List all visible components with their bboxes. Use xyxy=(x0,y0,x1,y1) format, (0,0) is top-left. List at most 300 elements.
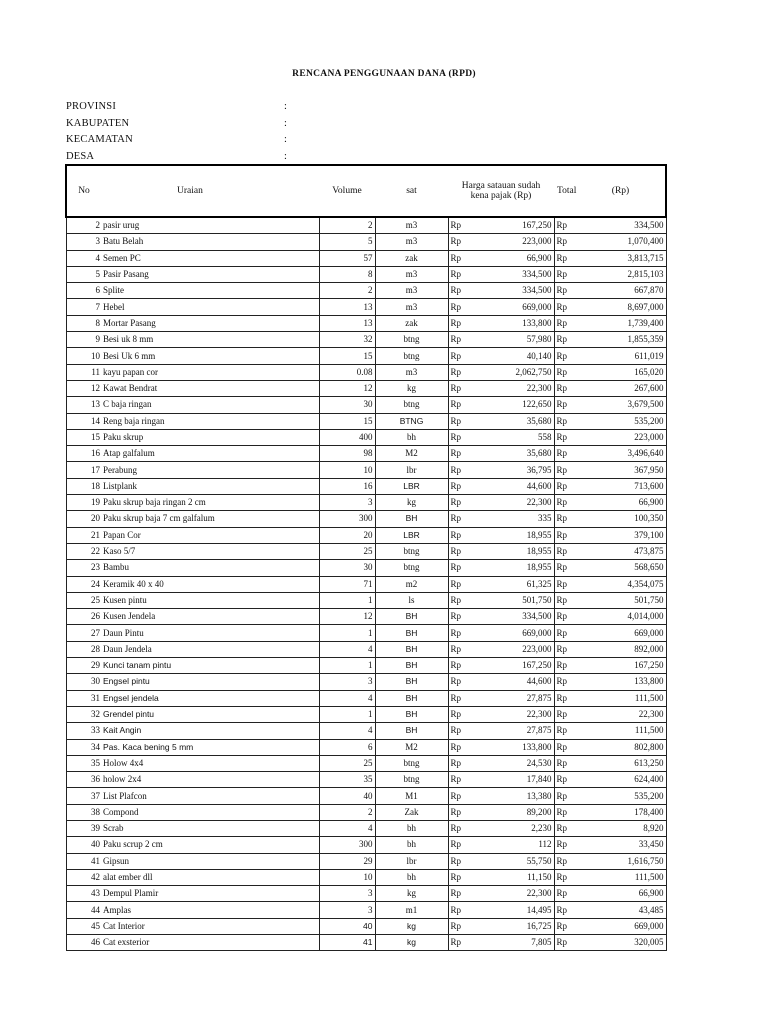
item-unit: Zak xyxy=(375,804,448,820)
total-amount: 624,400 xyxy=(576,772,666,788)
meta-label-provinsi: PROVINSI xyxy=(66,101,117,112)
currency-label: Rp xyxy=(448,723,461,739)
currency-label: Rp xyxy=(448,886,461,902)
currency-label: Rp xyxy=(448,755,461,771)
item-unit: m2 xyxy=(375,576,448,592)
table-row xyxy=(66,853,666,869)
total-amount: 1,739,400 xyxy=(576,315,666,331)
currency-label: Rp xyxy=(448,348,461,364)
table-row xyxy=(66,380,666,396)
item-volume: 6 xyxy=(319,739,375,755)
item-description: Kait Angin xyxy=(101,723,319,739)
currency-label: Rp xyxy=(554,495,576,511)
item-volume: 57 xyxy=(319,250,375,266)
unit-price: 22,300 xyxy=(461,886,554,902)
item-description: Mortar Pasang xyxy=(101,315,319,331)
currency-label: Rp xyxy=(448,690,461,706)
currency-label: Rp xyxy=(554,658,576,674)
item-volume: 32 xyxy=(319,332,375,348)
row-number: 35 xyxy=(66,755,101,771)
currency-label: Rp xyxy=(448,560,461,576)
currency-label: Rp xyxy=(554,853,576,869)
unit-price: 501,750 xyxy=(461,592,554,608)
currency-label: Rp xyxy=(554,837,576,853)
item-description: Splite xyxy=(101,283,319,299)
item-unit: lbr xyxy=(375,462,448,478)
item-unit: lbr xyxy=(375,853,448,869)
item-volume: 12 xyxy=(319,609,375,625)
item-volume: 300 xyxy=(319,837,375,853)
total-amount: 2,815,103 xyxy=(576,266,666,282)
table-row xyxy=(66,299,666,315)
item-volume: 3 xyxy=(319,495,375,511)
currency-label: Rp xyxy=(448,380,461,396)
item-volume: 3 xyxy=(319,886,375,902)
header-uraian: Uraian xyxy=(101,165,319,217)
table-row xyxy=(66,283,666,299)
currency-label: Rp xyxy=(448,576,461,592)
table-row xyxy=(66,674,666,690)
unit-price: 18,955 xyxy=(461,527,554,543)
row-number: 19 xyxy=(66,495,101,511)
currency-label: Rp xyxy=(554,511,576,527)
total-amount: 669,000 xyxy=(576,625,666,641)
table-row xyxy=(66,266,666,282)
total-amount: 535,200 xyxy=(576,788,666,804)
item-volume: 35 xyxy=(319,772,375,788)
row-number: 23 xyxy=(66,560,101,576)
table-header xyxy=(66,165,666,217)
currency-label: Rp xyxy=(554,315,576,331)
item-unit: BH xyxy=(375,723,448,739)
row-number: 31 xyxy=(66,690,101,706)
item-description: Reng baja ringan xyxy=(101,413,319,429)
currency-label: Rp xyxy=(448,511,461,527)
table-row xyxy=(66,234,666,250)
item-volume: 4 xyxy=(319,690,375,706)
currency-label: Rp xyxy=(448,250,461,266)
currency-label: Rp xyxy=(554,723,576,739)
item-unit: BH xyxy=(375,511,448,527)
currency-label: Rp xyxy=(448,495,461,511)
row-number: 20 xyxy=(66,511,101,527)
table-row xyxy=(66,804,666,820)
item-volume: 2 xyxy=(319,804,375,820)
row-number: 39 xyxy=(66,820,101,836)
table-row xyxy=(66,723,666,739)
item-volume: 41 xyxy=(319,935,375,951)
currency-label: Rp xyxy=(554,935,576,951)
total-amount: 22,300 xyxy=(576,706,666,722)
item-unit: M2 xyxy=(375,739,448,755)
currency-label: Rp xyxy=(554,804,576,820)
item-unit: ls xyxy=(375,592,448,608)
currency-label: Rp xyxy=(448,315,461,331)
table-row xyxy=(66,788,666,804)
currency-label: Rp xyxy=(448,364,461,380)
currency-label: Rp xyxy=(554,364,576,380)
currency-label: Rp xyxy=(554,886,576,902)
item-unit: m3 xyxy=(375,299,448,315)
row-number: 37 xyxy=(66,788,101,804)
item-unit: kg xyxy=(375,380,448,396)
row-number: 28 xyxy=(66,641,101,657)
unit-price: 167,250 xyxy=(461,217,554,234)
total-amount: 535,200 xyxy=(576,413,666,429)
currency-label: Rp xyxy=(554,462,576,478)
header-harga-line2: kena pajak (Rp) xyxy=(470,191,532,201)
item-description: Cat exsterior xyxy=(101,935,319,951)
total-amount: 1,855,359 xyxy=(576,332,666,348)
currency-label: Rp xyxy=(448,299,461,315)
item-unit: m3 xyxy=(375,364,448,380)
item-unit: BTNG xyxy=(375,413,448,429)
currency-label: Rp xyxy=(554,625,576,641)
unit-price: 334,500 xyxy=(461,609,554,625)
item-unit: kg xyxy=(375,918,448,934)
currency-label: Rp xyxy=(554,348,576,364)
meta-colon: : xyxy=(284,134,287,145)
total-amount: 669,000 xyxy=(576,918,666,934)
table-row xyxy=(66,772,666,788)
total-amount: 3,679,500 xyxy=(576,397,666,413)
item-description: Listplank xyxy=(101,478,319,494)
item-unit: BH xyxy=(375,658,448,674)
currency-label: Rp xyxy=(448,641,461,657)
row-number: 10 xyxy=(66,348,101,364)
currency-label: Rp xyxy=(554,788,576,804)
item-description: Amplas xyxy=(101,902,319,918)
table-row xyxy=(66,348,666,364)
currency-label: Rp xyxy=(448,820,461,836)
currency-label: Rp xyxy=(554,380,576,396)
item-unit: m3 xyxy=(375,266,448,282)
total-amount: 802,800 xyxy=(576,739,666,755)
item-unit: btng xyxy=(375,397,448,413)
currency-label: Rp xyxy=(554,641,576,657)
unit-price: 14,495 xyxy=(461,902,554,918)
item-description: Paku skrup xyxy=(101,429,319,445)
item-description: Dempul Plamir xyxy=(101,886,319,902)
meta-colon: : xyxy=(284,151,287,162)
unit-price: 16,725 xyxy=(461,918,554,934)
item-description: C baja ringan xyxy=(101,397,319,413)
currency-label: Rp xyxy=(554,706,576,722)
total-amount: 223,000 xyxy=(576,429,666,445)
item-description: Cat Interior xyxy=(101,918,319,934)
currency-label: Rp xyxy=(448,413,461,429)
item-description: Perabung xyxy=(101,462,319,478)
currency-label: Rp xyxy=(448,543,461,559)
item-description: Atap galfalum xyxy=(101,446,319,462)
row-number: 24 xyxy=(66,576,101,592)
table-row xyxy=(66,592,666,608)
total-amount: 613,250 xyxy=(576,755,666,771)
total-amount: 66,900 xyxy=(576,886,666,902)
currency-label: Rp xyxy=(448,935,461,951)
row-number: 18 xyxy=(66,478,101,494)
unit-price: 334,500 xyxy=(461,283,554,299)
item-volume: 25 xyxy=(319,755,375,771)
item-volume: 20 xyxy=(319,527,375,543)
unit-price: 7,805 xyxy=(461,935,554,951)
table-row xyxy=(66,413,666,429)
total-amount: 611,019 xyxy=(576,348,666,364)
currency-label: Rp xyxy=(448,283,461,299)
row-number: 6 xyxy=(66,283,101,299)
item-unit: btng xyxy=(375,560,448,576)
item-description: Kusen Jendela xyxy=(101,609,319,625)
item-unit: bh xyxy=(375,837,448,853)
unit-price: 61,325 xyxy=(461,576,554,592)
unit-price: 2,062,750 xyxy=(461,364,554,380)
row-number: 4 xyxy=(66,250,101,266)
currency-label: Rp xyxy=(554,446,576,462)
currency-label: Rp xyxy=(554,772,576,788)
unit-price: 35,680 xyxy=(461,446,554,462)
item-unit: m3 xyxy=(375,234,448,250)
header-harga xyxy=(448,165,554,217)
currency-label: Rp xyxy=(448,446,461,462)
unit-price: 22,300 xyxy=(461,495,554,511)
unit-price: 24,530 xyxy=(461,755,554,771)
item-unit: btng xyxy=(375,332,448,348)
item-unit: kg xyxy=(375,886,448,902)
item-volume: 40 xyxy=(319,918,375,934)
item-volume: 1 xyxy=(319,625,375,641)
currency-label: Rp xyxy=(554,217,576,234)
table-row xyxy=(66,935,666,951)
item-description: Batu Belah xyxy=(101,234,319,250)
row-number: 32 xyxy=(66,706,101,722)
item-volume: 10 xyxy=(319,869,375,885)
header-no: No xyxy=(66,165,101,217)
item-volume: 2 xyxy=(319,217,375,234)
table-row xyxy=(66,625,666,641)
item-unit: BH xyxy=(375,674,448,690)
table-row xyxy=(66,690,666,706)
item-unit: BH xyxy=(375,690,448,706)
currency-label: Rp xyxy=(554,543,576,559)
item-description: List Plafcon xyxy=(101,788,319,804)
currency-label: Rp xyxy=(554,902,576,918)
item-description: Papan Cor xyxy=(101,527,319,543)
item-volume: 8 xyxy=(319,266,375,282)
total-amount: 111,500 xyxy=(576,690,666,706)
item-volume: 400 xyxy=(319,429,375,445)
item-description: Engsel pintu xyxy=(101,674,319,690)
item-unit: M1 xyxy=(375,788,448,804)
item-description: Scrab xyxy=(101,820,319,836)
row-number: 25 xyxy=(66,592,101,608)
header-sat: sat xyxy=(375,165,448,217)
table-row xyxy=(66,560,666,576)
row-number: 43 xyxy=(66,886,101,902)
unit-price: 334,500 xyxy=(461,266,554,282)
item-volume: 15 xyxy=(319,348,375,364)
table-row xyxy=(66,820,666,836)
table-row xyxy=(66,658,666,674)
unit-price: 35,680 xyxy=(461,413,554,429)
row-number: 41 xyxy=(66,853,101,869)
table-row xyxy=(66,364,666,380)
currency-label: Rp xyxy=(448,478,461,494)
row-number: 16 xyxy=(66,446,101,462)
total-amount: 1,616,750 xyxy=(576,853,666,869)
item-volume: 16 xyxy=(319,478,375,494)
unit-price: 335 xyxy=(461,511,554,527)
row-number: 12 xyxy=(66,380,101,396)
unit-price: 669,000 xyxy=(461,625,554,641)
item-description: Holow 4x4 xyxy=(101,755,319,771)
total-amount: 1,070,400 xyxy=(576,234,666,250)
total-amount: 501,750 xyxy=(576,592,666,608)
currency-label: Rp xyxy=(554,674,576,690)
currency-label: Rp xyxy=(448,592,461,608)
header-volume: Volume xyxy=(319,165,375,217)
total-amount: 178,400 xyxy=(576,804,666,820)
item-volume: 5 xyxy=(319,234,375,250)
unit-price: 22,300 xyxy=(461,706,554,722)
total-amount: 320,005 xyxy=(576,935,666,951)
currency-label: Rp xyxy=(554,739,576,755)
item-unit: m1 xyxy=(375,902,448,918)
total-amount: 473,875 xyxy=(576,543,666,559)
page-title: RENCANA PENGGUNAAN DANA (RPD) xyxy=(292,69,476,79)
row-number: 33 xyxy=(66,723,101,739)
total-amount: 165,020 xyxy=(576,364,666,380)
item-unit: M2 xyxy=(375,446,448,462)
currency-label: Rp xyxy=(448,674,461,690)
item-volume: 12 xyxy=(319,380,375,396)
item-unit: bh xyxy=(375,820,448,836)
row-number: 46 xyxy=(66,935,101,951)
item-unit: kg xyxy=(375,935,448,951)
item-description: Daun Jendela xyxy=(101,641,319,657)
row-number: 7 xyxy=(66,299,101,315)
item-description: Keramik 40 x 40 xyxy=(101,576,319,592)
item-description: Kusen pintu xyxy=(101,592,319,608)
item-unit: m3 xyxy=(375,283,448,299)
total-amount: 167,250 xyxy=(576,658,666,674)
currency-label: Rp xyxy=(554,283,576,299)
total-amount: 667,870 xyxy=(576,283,666,299)
row-number: 42 xyxy=(66,869,101,885)
item-volume: 15 xyxy=(319,413,375,429)
table-row xyxy=(66,869,666,885)
total-amount: 4,354,075 xyxy=(576,576,666,592)
table-row xyxy=(66,397,666,413)
meta-label-desa: DESA xyxy=(66,151,95,162)
item-volume: 1 xyxy=(319,592,375,608)
item-unit: bh xyxy=(375,429,448,445)
total-amount: 568,650 xyxy=(576,560,666,576)
table-row xyxy=(66,527,666,543)
unit-price: 22,300 xyxy=(461,380,554,396)
unit-price: 2,230 xyxy=(461,820,554,836)
currency-label: Rp xyxy=(448,609,461,625)
item-description: Gipsun xyxy=(101,853,319,869)
item-volume: 13 xyxy=(319,299,375,315)
unit-price: 44,600 xyxy=(461,674,554,690)
table-row xyxy=(66,495,666,511)
total-amount: 33,450 xyxy=(576,837,666,853)
currency-label: Rp xyxy=(554,869,576,885)
item-volume: 71 xyxy=(319,576,375,592)
item-unit: btng xyxy=(375,348,448,364)
row-number: 8 xyxy=(66,315,101,331)
unit-price: 40,140 xyxy=(461,348,554,364)
row-number: 34 xyxy=(66,739,101,755)
unit-price: 55,750 xyxy=(461,853,554,869)
unit-price: 57,980 xyxy=(461,332,554,348)
table-row xyxy=(66,641,666,657)
total-amount: 892,000 xyxy=(576,641,666,657)
table-row xyxy=(66,902,666,918)
item-description: Kawat Bendrat xyxy=(101,380,319,396)
table-row xyxy=(66,576,666,592)
unit-price: 112 xyxy=(461,837,554,853)
currency-label: Rp xyxy=(448,853,461,869)
total-amount: 133,800 xyxy=(576,674,666,690)
row-number: 5 xyxy=(66,266,101,282)
currency-label: Rp xyxy=(554,478,576,494)
table-row xyxy=(66,332,666,348)
currency-label: Rp xyxy=(448,429,461,445)
item-description: Besi uk 8 mm xyxy=(101,332,319,348)
row-number: 45 xyxy=(66,918,101,934)
item-volume: 30 xyxy=(319,560,375,576)
row-number: 2 xyxy=(66,217,101,234)
total-amount: 3,813,715 xyxy=(576,250,666,266)
item-volume: 3 xyxy=(319,674,375,690)
item-volume: 98 xyxy=(319,446,375,462)
table-row xyxy=(66,706,666,722)
currency-label: Rp xyxy=(448,527,461,543)
item-description: Bambu xyxy=(101,560,319,576)
meta-label-kabupaten: KABUPATEN xyxy=(66,118,130,129)
table-row xyxy=(66,886,666,902)
total-amount: 334,500 xyxy=(576,217,666,234)
item-description: Besi Uk 6 mm xyxy=(101,348,319,364)
currency-label: Rp xyxy=(554,918,576,934)
item-unit: btng xyxy=(375,772,448,788)
currency-label: Rp xyxy=(554,299,576,315)
row-number: 44 xyxy=(66,902,101,918)
item-volume: 4 xyxy=(319,723,375,739)
table-row xyxy=(66,543,666,559)
item-description: Pas. Kaca bening 5 mm xyxy=(101,739,319,755)
currency-label: Rp xyxy=(554,234,576,250)
unit-price: 167,250 xyxy=(461,658,554,674)
item-volume: 30 xyxy=(319,397,375,413)
currency-label: Rp xyxy=(554,576,576,592)
meta-colon: : xyxy=(284,118,287,129)
currency-label: Rp xyxy=(554,332,576,348)
unit-price: 44,600 xyxy=(461,478,554,494)
currency-label: Rp xyxy=(448,788,461,804)
item-unit: BH xyxy=(375,609,448,625)
row-number: 22 xyxy=(66,543,101,559)
row-number: 11 xyxy=(66,364,101,380)
item-unit: bh xyxy=(375,869,448,885)
unit-price: 133,800 xyxy=(461,739,554,755)
total-amount: 8,920 xyxy=(576,820,666,836)
currency-label: Rp xyxy=(554,820,576,836)
unit-price: 18,955 xyxy=(461,560,554,576)
item-volume: 4 xyxy=(319,820,375,836)
currency-label: Rp xyxy=(448,397,461,413)
